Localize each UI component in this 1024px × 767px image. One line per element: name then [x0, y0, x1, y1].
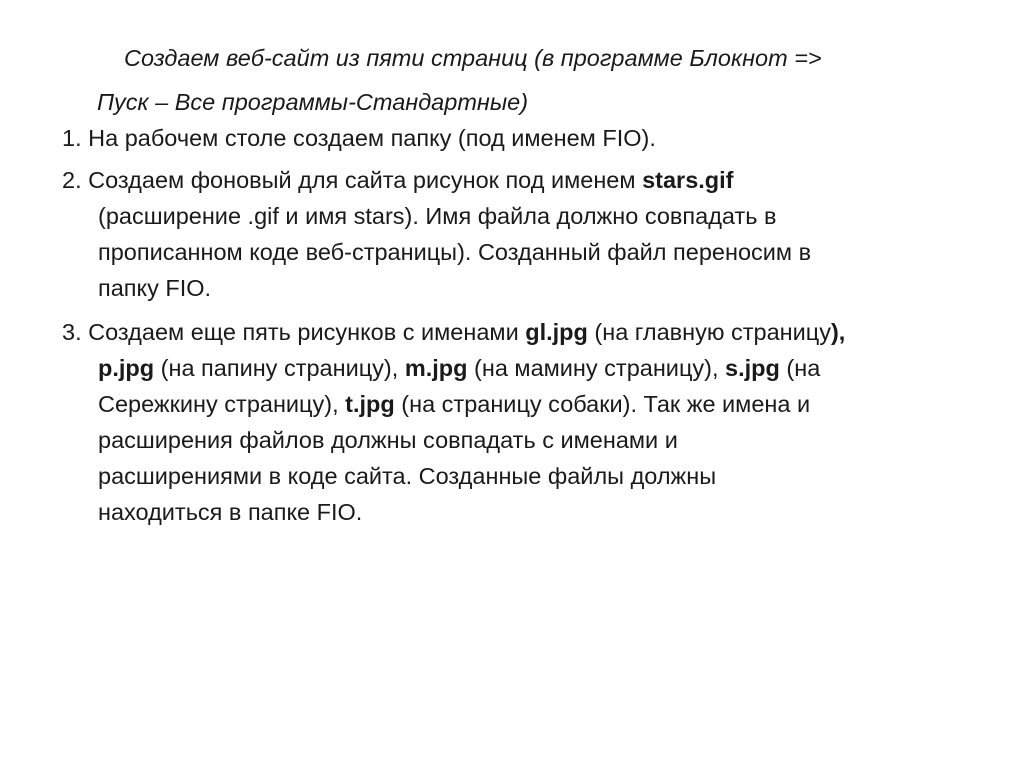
item-3-text-e: (на — [779, 355, 821, 381]
item-3-line-2 — [62, 350, 982, 386]
filename-s-jpg: s.jpg — [725, 355, 780, 381]
intro-line-2: Пуск – Все программы-Стандартные) — [97, 89, 529, 115]
item-3-line-1 — [62, 314, 982, 350]
item-3-text-a: 3. Создаем еще пять рисунков с именами — [62, 319, 526, 345]
bold-paren: ), — [830, 319, 846, 345]
item-3-text-d: (на мамину страницу), — [467, 355, 726, 381]
intro-heading — [97, 36, 977, 124]
item-3-line-6: находиться в папке FIO. — [98, 499, 363, 525]
item-3-text-g: (на страницу собаки). Так же имена и — [394, 391, 811, 417]
item-2-line-4: папку FIO. — [98, 275, 212, 301]
item-3-line-4: расширения файлов должны совпадать с именами и — [98, 427, 678, 453]
filename-gl-jpg: gl.jpg — [525, 319, 588, 345]
item-2-line-1 — [62, 162, 982, 198]
item-2-line-3: прописанном коде веб-страницы). Созданный файл переносим в — [98, 239, 812, 265]
item-3-text-c: (на папину страницу), — [154, 355, 405, 381]
item-1-line-1: 1. На рабочем столе создаем папку (под именем FIO). — [62, 125, 656, 151]
filename-t-jpg: t.jpg — [345, 391, 395, 417]
filename-stars-gif: stars.gif — [642, 167, 734, 193]
intro-line-1: Создаем веб-сайт из пяти страниц (в программе Блокнот => — [124, 45, 822, 71]
item-2-line-2: (расширение .gif и имя stars). Имя файла должно совпадать в — [98, 203, 777, 229]
item-3-text-b: (на главную страницу — [587, 319, 831, 345]
filename-m-jpg: m.jpg — [404, 355, 468, 381]
item-3 — [62, 314, 982, 530]
item-3-text-f: Сережкину страницу), — [98, 391, 346, 417]
item-3-line-5: расширениями в коде сайта. Созданные файлы должны — [98, 463, 717, 489]
filename-p-jpg: p.jpg — [98, 355, 155, 381]
item-3-line-3 — [62, 386, 982, 422]
item-2 — [62, 162, 982, 306]
item-2-text: 2. Создаем фоновый для сайта рисунок под именем — [62, 167, 643, 193]
item-1 — [62, 120, 982, 156]
